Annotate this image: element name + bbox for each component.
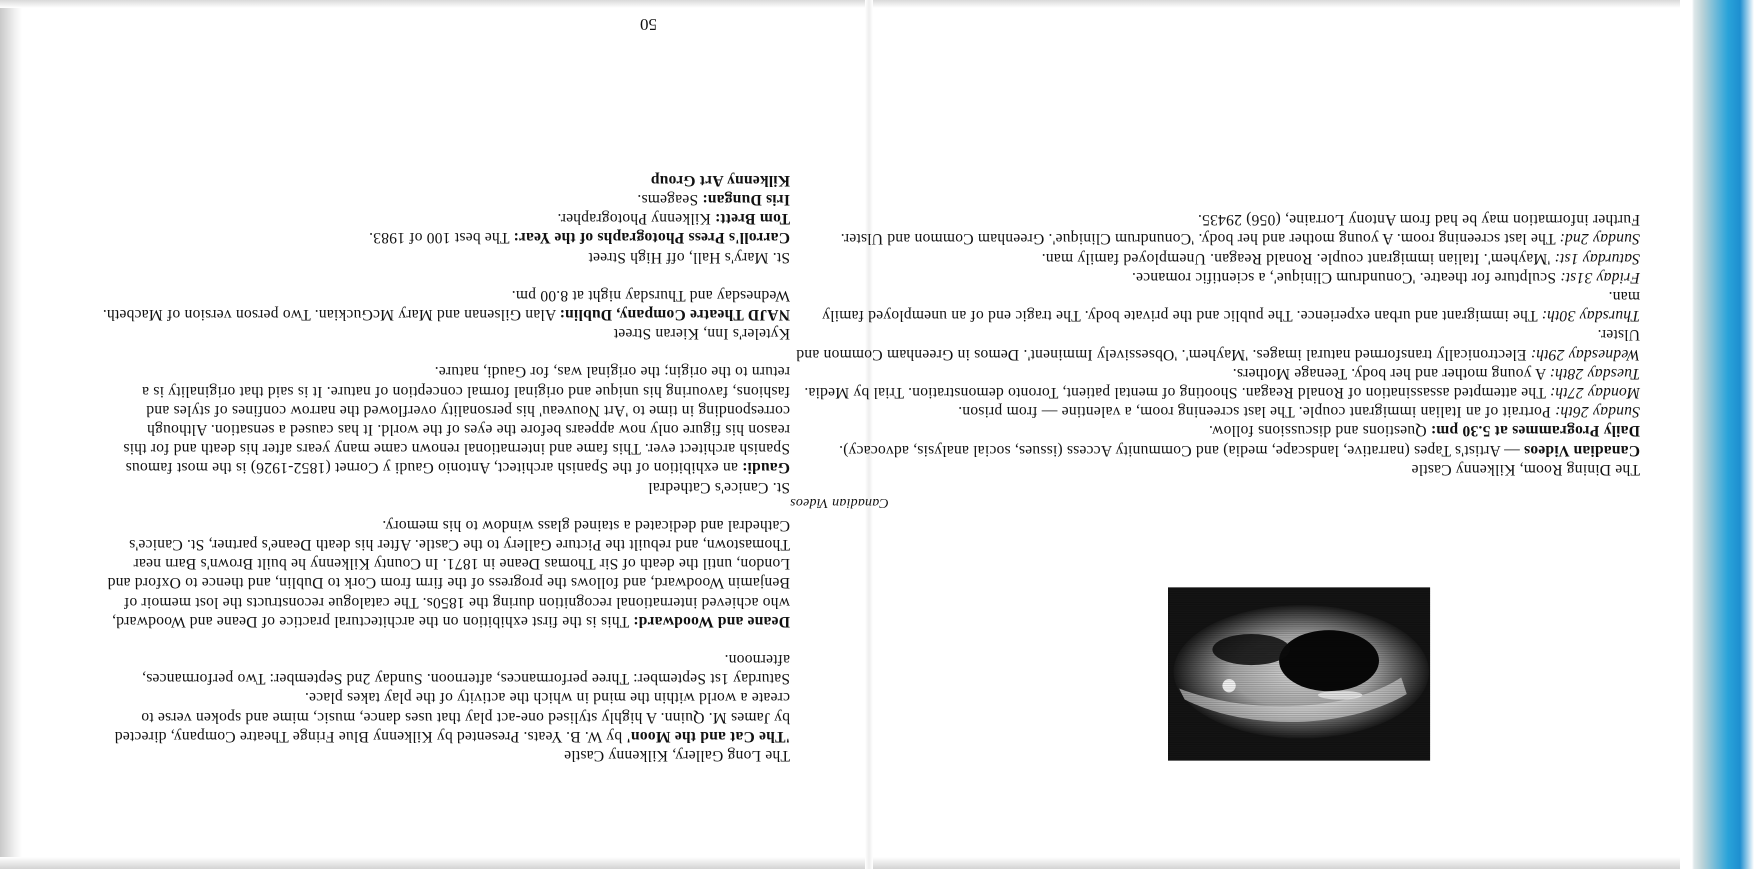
sun26-body: Portrait of an Italian immigrant couple. The last screening room, a valentine — from prison. [958,403,1555,421]
deane-body: This is the first exhibition on the architectural practice of Deane and Woodward, who achieved international recognition during the 1850s. The catalogue reconstructs the lost memoir of Benjamin Woodward, and follows the progress of the firm from Cork to Dublin, and thence to Oxford and London, until the death of Sir Thomas Deane in 1871. In County Kilkenny he built Brown's Barn near Thomastown, and rebuilt the Picture Gallery to the Castle. After his death Deane's partner, St. Canice's Cathedral and dedicated a stained glass window to his memory. [107,516,790,630]
tue28-day: Tuesday 28th: [1549,364,1640,382]
najd-venue: Kyteler's Inn, Kieran Street [613,325,790,343]
daily-body: Questions and discussions follow. [1208,422,1431,440]
thu30-body: The immigrant and urban experience. The public and the private body. The tragic end of an unemployed family man. [821,287,1640,325]
sun2-body: The last screening room. A young mother and her body. 'Conundrum Clinique'. Greenham Common and Ulster. [840,230,1560,248]
gaudi-entry [100,362,790,496]
gaudi-venue: St. Canice's Cathedral [648,478,790,496]
tue28-body: A young mother and her body. Teenage Mothers. [1232,364,1550,382]
canadian-videos-photo [1168,518,1640,830]
left-page-column [100,90,790,765]
scanner-edge [1680,0,1755,869]
fri31-body: Sculpture for theatre. 'Conundrum Clinique', a scientific romance. [1131,268,1561,286]
deane-title: Deane and Woodward: [633,612,790,630]
thu30-day: Thursday 30th: [1541,307,1640,325]
sun2-day: Sunday 2nd: [1559,230,1640,248]
videos-entry [790,210,1640,479]
brett-body: Kilkenny Photographer. [557,210,715,228]
left-page-shadow [0,0,22,869]
wed29-day: Wednesday 29th: [1530,345,1640,363]
photo-image [1168,587,1430,760]
dungan-title: Iris Dungan: [702,190,790,208]
fri31-day: Friday 31st: [1560,268,1640,286]
photo-caption: Canadian Videos [790,495,889,510]
videos-venue: The Dining Room, Kilkenny Castle [1411,460,1640,478]
deane-entry [100,516,790,631]
photo-title: Carroll's Press Photographs of the Year: [513,229,790,247]
gaudi-body: an exhibition of the Spanish architect, Antonio Gaudi y Cornet (1852-1926) is the most famous Spanish architect ever. This fame and international renown came many years after his death and for this reason his figure only now appears before the eyes of the world. It has caused a sensation. Although corresponding in time to 'Art Nouveau' his personality overflowed the narrow confines of styles and fashions, favouring his unique and original formal conception of nature. It is said that originality is a return to the origin; the original was, for Gaudi, nature. [123,363,790,477]
cat-title: 'The Cat and the Moon' [626,727,790,745]
sun26-day: Sunday 26th: [1554,403,1640,421]
sat1-body: 'Mayhem'. Italian immigrant couple. Ronald Reagan. Unemployed family man. [1041,249,1555,267]
videos-title-rest: — Artist's Tapes (narrative, landscape, media) and Community Access (issues, social analysis, advocacy). [838,441,1524,459]
najd-body: Alan Gilsenan and Mary McGuckian. Two person version of Macbeth. Wednesday and Thursday night at 8.00 pm. [102,286,790,323]
cat-venue: The Long Gallery, Kilkenny Castle [563,747,790,764]
mon27-day: Monday 27th: [1549,383,1640,401]
cat-body: by W. B. Yeats. Presented by Kilkenny Blue Fringe Theatre Company, directed by James M. Quinn. A highly stylised one-act play that uses dance, music, mime and spoken verse to create a world within the mind in which the activity of the play takes place. [114,689,790,745]
further-info: Further information may be had from Antony Lorraine, (056) 29435. [1197,211,1640,229]
mon27-body: The attempted assassination of Ronald Reagan. Shooting of mental patient, Toronto demonstration. Trial by Media. [804,383,1550,401]
art-group: Kilkenny Art Group [650,171,790,189]
right-page-column [790,40,1640,830]
wed29-body: Electronically transformed natural images. 'Mayhem'. 'Obsessively Imminent'. Demos in Greenham Common and Ulster. [796,326,1640,363]
daily-title: Daily Programmes at 5.30 pm: [1430,422,1640,440]
page-number: 50 [640,15,657,34]
cat-entry [100,650,790,765]
cat-dates: Saturday 1st September: Three performances, afternoon. Sunday 2nd September: Two performances, afternoon. [141,650,790,688]
photo-block [790,518,1640,830]
bottom-edge-shadow [0,857,1755,869]
najd-entry [100,286,790,344]
videos-title: Canadian Videos [1523,441,1640,459]
photo-body: The best 100 of 1983. [368,229,514,247]
brett-title: Tom Brett: [714,210,790,228]
photo-entry [100,171,790,267]
najd-title: NAJD Theatre Company, Dublin: [559,305,790,323]
dungan-body: Seagems. [637,190,703,208]
photo-venue: St. Mary's Hall, off High Street [588,248,790,266]
sat1-day: Saturday 1st: [1554,249,1640,267]
top-edge-shadow [0,0,1755,8]
gaudi-title: Gaudi: [742,459,790,477]
